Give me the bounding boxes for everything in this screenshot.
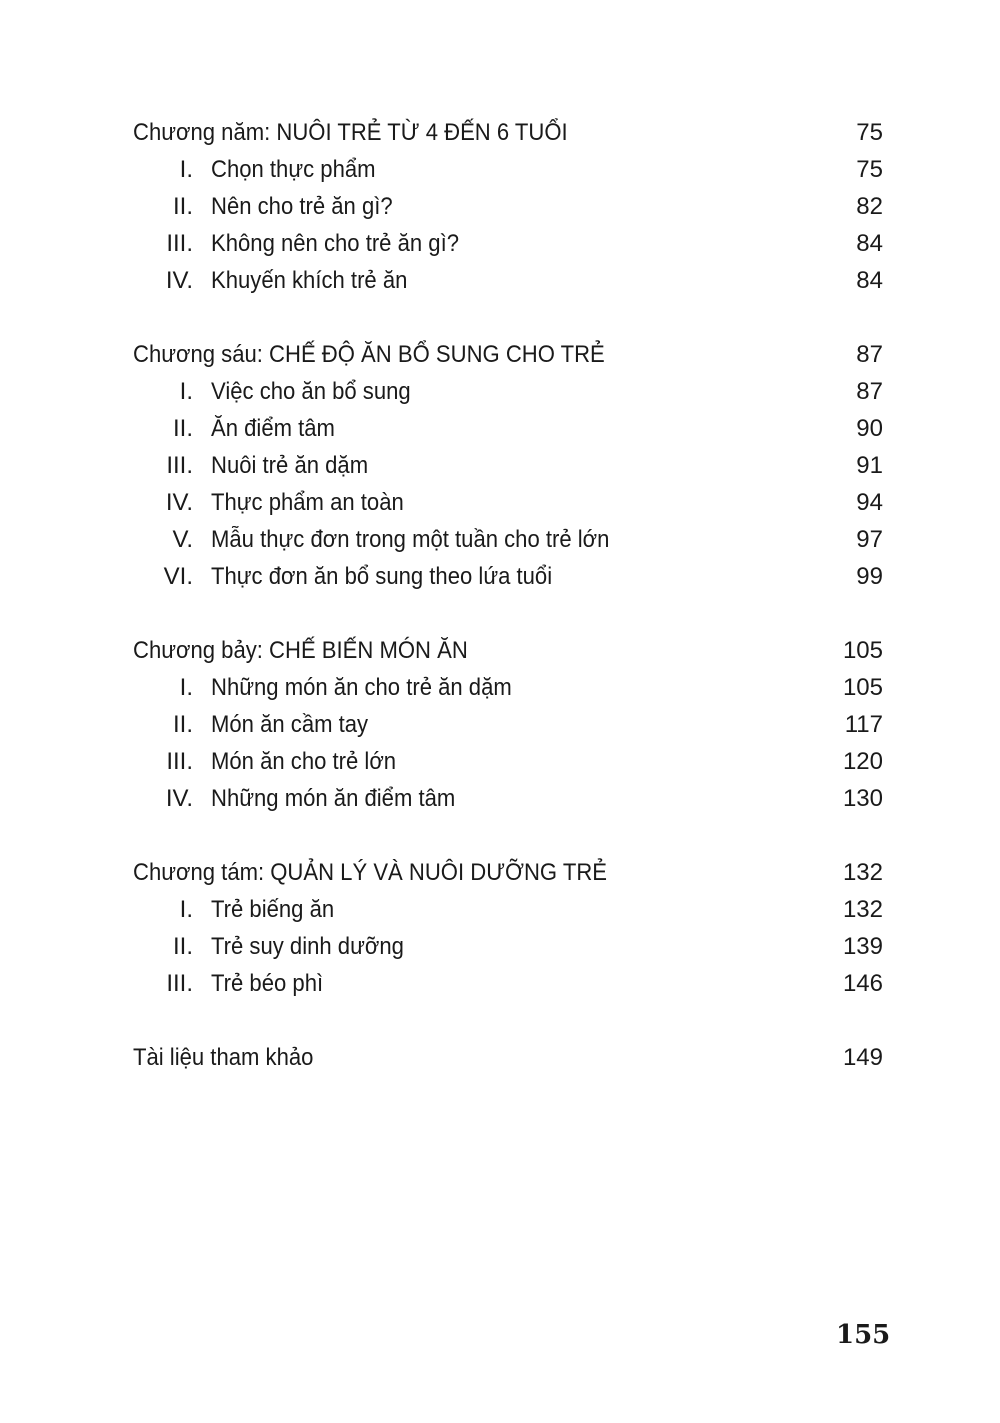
section-numeral: IV.	[165, 785, 193, 812]
section-numeral: III.	[166, 452, 193, 479]
section-number	[133, 891, 193, 928]
section-title: Trẻ béo phì	[211, 970, 324, 997]
section-page: 120	[842, 748, 883, 775]
section-title: Mẫu thực đơn trong một tuần cho trẻ lớn	[211, 526, 610, 553]
chapter-title: Chương tám: QUẢN LÝ VÀ NUÔI DƯỠNG TRẺ	[133, 859, 608, 886]
table-of-contents	[133, 114, 883, 1076]
chapter-group	[133, 632, 883, 817]
section-page: 90	[856, 415, 883, 442]
section-number	[133, 928, 193, 965]
chapter-row	[133, 632, 883, 669]
section-row	[133, 965, 883, 1002]
section-numeral: I.	[179, 674, 193, 701]
section-page: 146	[842, 970, 883, 997]
references-row	[133, 1039, 883, 1076]
section-row	[133, 188, 883, 225]
section-title: Không nên cho trẻ ăn gì?	[211, 230, 459, 257]
section-number	[133, 743, 193, 780]
section-numeral: III.	[166, 970, 193, 997]
section-number	[133, 521, 193, 558]
chapter-title: Chương sáu: CHẾ ĐỘ ĂN BỔ SUNG CHO TRẺ	[133, 341, 605, 368]
section-title: Chọn thực phẩm	[211, 156, 376, 183]
section-row	[133, 521, 883, 558]
section-number	[133, 706, 193, 743]
section-title: Trẻ biếng ăn	[211, 896, 335, 923]
section-page: 82	[856, 193, 883, 220]
section-numeral: II.	[172, 415, 193, 442]
section-numeral: V.	[172, 526, 193, 553]
section-row	[133, 447, 883, 484]
section-row	[133, 706, 883, 743]
section-page: 84	[856, 267, 883, 294]
section-number	[133, 410, 193, 447]
section-page: 94	[856, 489, 883, 516]
section-row	[133, 373, 883, 410]
section-numeral: I.	[179, 378, 193, 405]
chapter-page: 105	[842, 637, 883, 664]
section-page: 130	[842, 785, 883, 812]
section-title: Khuyến khích trẻ ăn	[211, 267, 408, 294]
section-page: 105	[842, 674, 883, 701]
section-title: Thực đơn ăn bổ sung theo lứa tuổi	[211, 563, 553, 590]
section-numeral: II.	[172, 711, 193, 738]
section-number	[133, 225, 193, 262]
references-title: Tài liệu tham khảo	[133, 1044, 314, 1071]
section-numeral: IV.	[165, 489, 193, 516]
section-numeral: II.	[172, 193, 193, 220]
chapter-group	[133, 854, 883, 1002]
chapter-group	[133, 114, 883, 299]
section-numeral: III.	[166, 748, 193, 775]
section-title: Món ăn cầm tay	[211, 711, 369, 738]
section-number	[133, 373, 193, 410]
section-row	[133, 891, 883, 928]
section-page: 97	[856, 526, 883, 553]
section-row	[133, 484, 883, 521]
section-number	[133, 484, 193, 521]
section-page: 91	[856, 452, 883, 479]
section-title: Nên cho trẻ ăn gì?	[211, 193, 393, 220]
section-page: 84	[856, 230, 883, 257]
section-numeral: IV.	[165, 267, 193, 294]
chapter-row	[133, 336, 883, 373]
section-page: 139	[842, 933, 883, 960]
section-number	[133, 669, 193, 706]
section-title: Trẻ suy dinh dưỡng	[211, 933, 404, 960]
chapter-group	[133, 336, 883, 595]
section-number	[133, 965, 193, 1002]
references-page: 149	[842, 1044, 883, 1071]
section-page: 87	[856, 378, 883, 405]
chapter-page: 132	[842, 859, 883, 886]
chapter-row	[133, 114, 883, 151]
section-page: 75	[856, 156, 883, 183]
section-row	[133, 928, 883, 965]
section-title: Những món ăn cho trẻ ăn dặm	[211, 674, 512, 701]
section-number	[133, 151, 193, 188]
page-number: 155	[836, 1320, 891, 1350]
section-page: 99	[856, 563, 883, 590]
chapter-row	[133, 854, 883, 891]
section-numeral: VI.	[163, 563, 193, 590]
section-row	[133, 262, 883, 299]
section-page: 132	[842, 896, 883, 923]
section-row	[133, 743, 883, 780]
section-title: Thực phẩm an toàn	[211, 489, 404, 516]
section-title: Ăn điểm tâm	[211, 415, 335, 442]
chapter-page: 75	[856, 119, 883, 146]
section-title: Món ăn cho trẻ lớn	[211, 748, 397, 775]
chapter-title: Chương bảy: CHẾ BIẾN MÓN ĂN	[133, 637, 468, 664]
section-number	[133, 780, 193, 817]
section-title: Những món ăn điểm tâm	[211, 785, 456, 812]
section-numeral: I.	[179, 156, 193, 183]
section-numeral: III.	[166, 230, 193, 257]
section-number	[133, 558, 193, 595]
section-row	[133, 225, 883, 262]
section-numeral: II.	[172, 933, 193, 960]
section-row	[133, 669, 883, 706]
section-numeral: I.	[179, 896, 193, 923]
section-number	[133, 262, 193, 299]
section-row	[133, 780, 883, 817]
section-row	[133, 410, 883, 447]
section-number	[133, 447, 193, 484]
section-row	[133, 558, 883, 595]
section-number	[133, 188, 193, 225]
section-title: Việc cho ăn bổ sung	[211, 378, 411, 405]
section-page: 117	[844, 711, 883, 738]
section-row	[133, 151, 883, 188]
section-title: Nuôi trẻ ăn dặm	[211, 452, 369, 479]
chapter-page: 87	[856, 341, 883, 368]
chapter-title: Chương năm: NUÔI TRẺ TỪ 4 ĐẾN 6 TUỔI	[133, 119, 568, 146]
